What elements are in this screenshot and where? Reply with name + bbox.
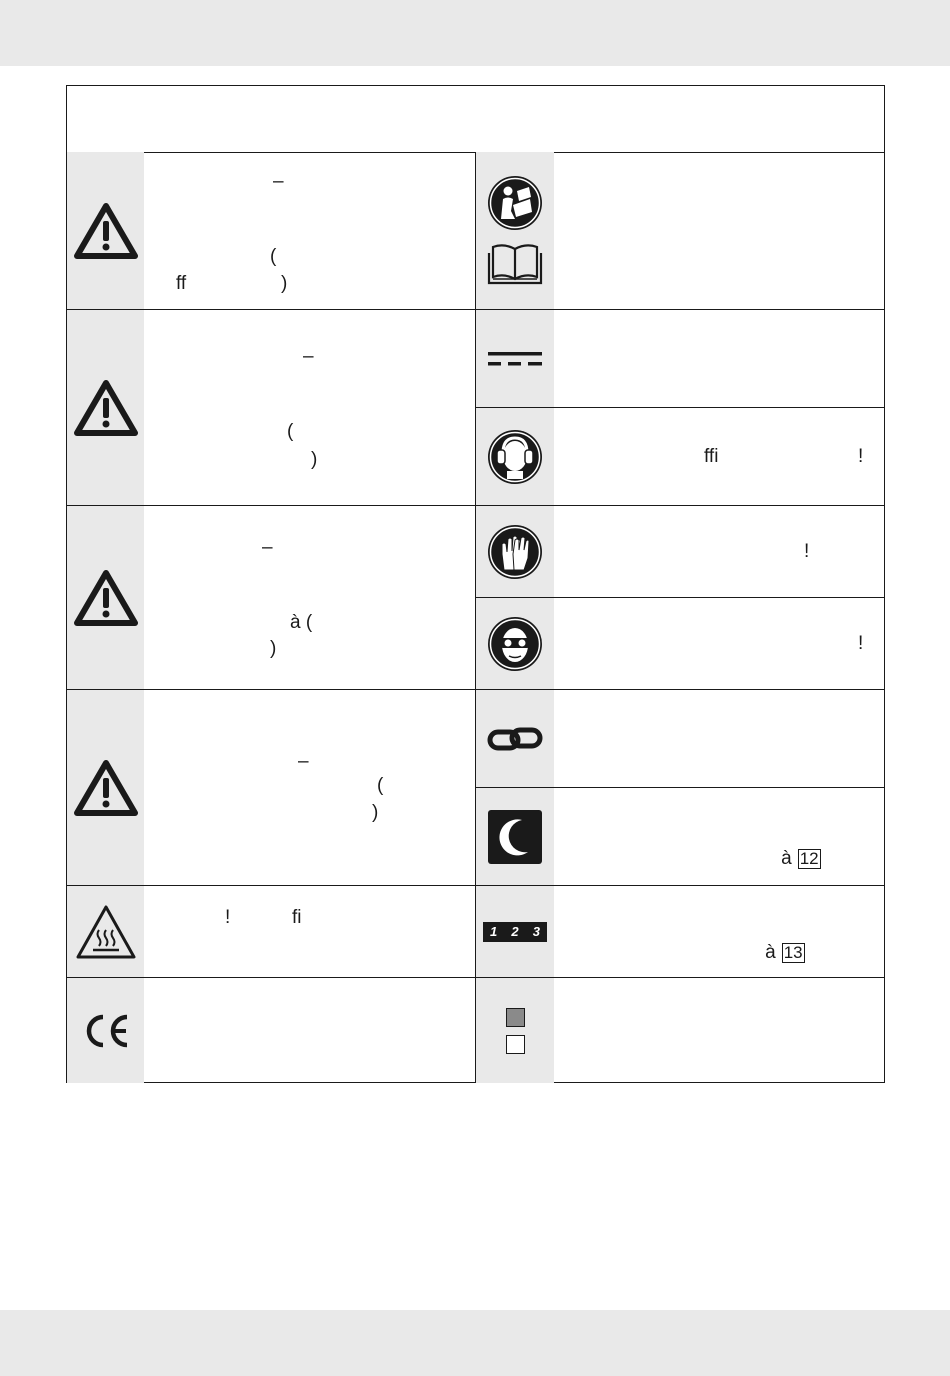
text-fragment: ): [270, 638, 277, 659]
icon-cell: [476, 506, 554, 597]
text-fragment: à (: [290, 612, 313, 633]
icon-cell: [476, 886, 554, 977]
icon-cell: [67, 310, 144, 505]
step-number: 2: [511, 924, 519, 939]
warning-triangle-icon: [74, 380, 138, 436]
book-icon: [486, 241, 544, 287]
icon-cell: [476, 788, 554, 885]
hot-surface-warning-icon: [75, 904, 137, 960]
text-fragment: ff: [176, 273, 187, 294]
text-fragment: –: [273, 171, 284, 192]
text-fragment: (: [287, 421, 294, 442]
ear-protection-icon: [487, 429, 543, 485]
text-fragment: ffi: [704, 446, 719, 467]
text-fragment: –: [262, 537, 273, 558]
reference-number: 12: [799, 849, 819, 868]
text-fragment: fi: [292, 907, 302, 928]
icon-cell: [67, 506, 144, 689]
step-sequence-icon: [483, 922, 547, 942]
step-number: 3: [532, 924, 540, 939]
text-fragment: –: [298, 751, 309, 772]
warning-triangle-icon: [74, 570, 138, 626]
direct-current-icon: [487, 349, 543, 369]
text-fragment: –: [303, 346, 314, 367]
icon-cell: [67, 886, 144, 977]
table-header-row: [67, 86, 884, 153]
icon-cell: [67, 152, 144, 309]
icon-cell: [67, 690, 144, 885]
white-square-icon: [506, 1035, 525, 1054]
chain-link-icon: [487, 724, 543, 754]
text-fragment: ): [311, 449, 318, 470]
protective-gloves-icon: [487, 524, 543, 580]
text-fragment: !: [858, 446, 864, 467]
icon-cell: [476, 152, 554, 309]
text-fragment: !: [804, 541, 810, 562]
reference-number: 13: [783, 943, 803, 962]
text-fragment: à: [781, 848, 792, 869]
icon-cell: [67, 978, 144, 1083]
icon-cell: [476, 690, 554, 787]
grey-square-icon: [506, 1008, 525, 1027]
moon-cap-icon: [488, 810, 542, 864]
eye-protection-icon: [487, 616, 543, 672]
read-manual-icon: [487, 175, 543, 231]
text-fragment: (: [270, 246, 277, 267]
text-fragment: ): [372, 802, 379, 823]
icon-cell: [476, 408, 554, 505]
warning-triangle-icon: [74, 203, 138, 259]
text-fragment: !: [858, 633, 864, 654]
ce-mark-icon: [81, 1013, 131, 1049]
icon-cell: [476, 978, 554, 1083]
step-number: 1: [490, 924, 498, 939]
text-fragment: à: [765, 942, 776, 963]
warning-triangle-icon: [74, 760, 138, 816]
text-fragment: ): [281, 273, 288, 294]
icon-cell: [476, 598, 554, 689]
icon-cell: [476, 310, 554, 407]
text-fragment: !: [225, 907, 231, 928]
symbol-table: [66, 85, 885, 1083]
text-fragment: (: [377, 775, 384, 796]
bottom-band: [0, 1310, 950, 1376]
top-band: [0, 0, 950, 66]
